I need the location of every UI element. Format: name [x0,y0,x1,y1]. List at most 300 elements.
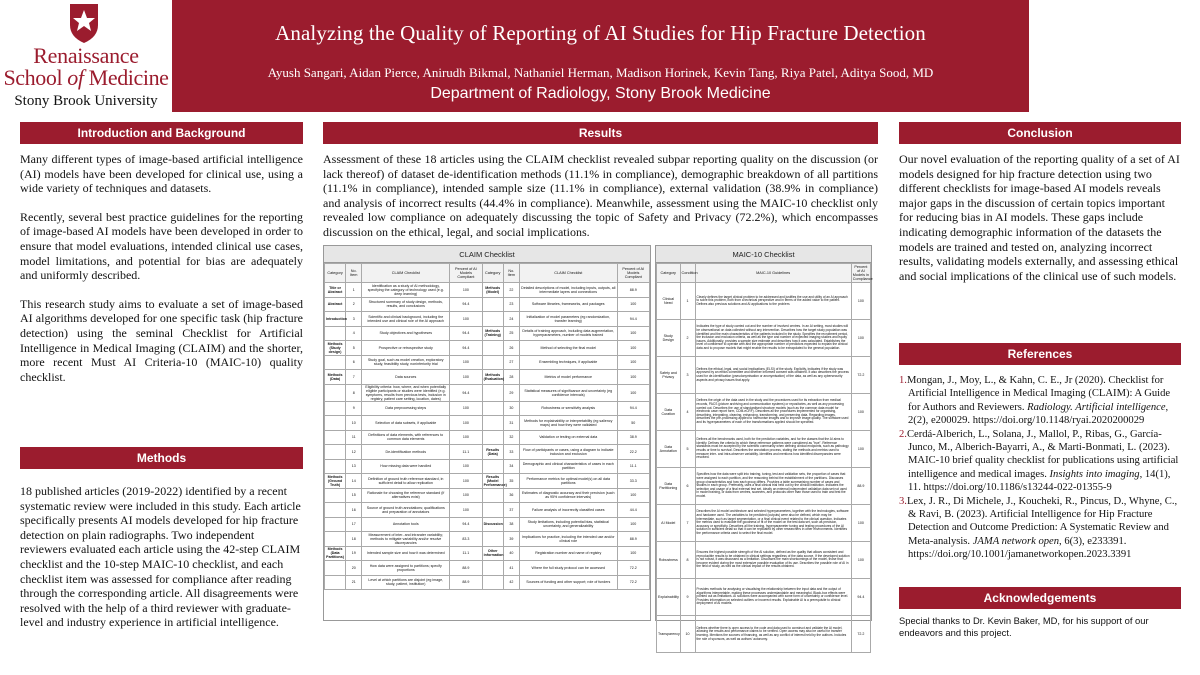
table-cell: 100 [851,283,870,320]
table-cell: 94.4 [450,517,483,532]
table-cell [482,384,503,401]
table-cell: 94.4 [617,401,650,416]
maic-header-cell: MAIC-10 Guidelines [695,264,851,283]
table-cell: 100 [617,326,650,341]
table-cell: Software libraries, frameworks, and packages [520,297,618,312]
table-row [325,561,650,576]
table-cell: Ensembling techniques, if applicable [520,355,618,370]
table-cell: 100 [851,505,870,542]
table-cell: 13 [346,459,362,474]
table-cell: 24 [503,312,519,327]
table-row [325,326,650,341]
table-cell: 7 [346,370,362,385]
table-cell: 94.4 [450,297,483,312]
reference-item [899,374,1181,428]
table-cell: 15 [346,488,362,503]
table-cell: 94.4 [450,341,483,356]
table-cell: Study Design [657,320,681,357]
table-cell: Data sources [362,370,450,385]
table-cell: 22 [503,283,519,298]
conclusion-paragraph-1: Our novel evaluation of the reporting quality of a set of AI models designed for hip fracture detection using two different checklists for image-based AI models reveals major gaps in the discussion of certain topics important for reducing bias in AI models. These gaps include indicating demographic information of the datasets the models are trained and tested on, analyzing incorrect results, validating models externally, and assessing ethical and social implications of the clinical use of such models. [899,152,1180,283]
table-cell: Study goal, such as model creation, exploratory study, feasibility study, noninferiority trial [362,355,450,370]
poster-title: Analyzing the Quality of Reporting of AI Studies for Hip Fracture Detection [275,21,926,45]
table-cell: Results (Data) [482,445,503,460]
reference-doi-link[interactable]: https://doi.org/10.1186/s13244-022-01355-9 [923,482,1112,494]
table-cell: 50 [617,416,650,431]
table-cell: 83.3 [450,532,483,547]
table-cell: Detailed descriptions of model, including inputs, outputs, all intermediate layers and connections [520,283,618,298]
table-cell: Demographic and clinical characteristics of cases in each partition [520,459,618,474]
table-row [325,283,650,298]
table-cell: Robustness or sensitivity analysis [520,401,618,416]
table-cell: 10 [346,416,362,431]
table-cell: 5 [680,431,695,468]
table-cell [482,355,503,370]
table-cell: Definitions of data elements, with references to common data elements [362,430,450,445]
table-cell: Abstract [325,297,346,312]
table-cell: Source of ground truth annotations; qualifications and preparation of annotators [362,503,450,518]
table-cell: Structured summary of study design, methods, results, and conclusions [362,297,450,312]
table-cell: Selection of data subsets, if applicable [362,416,450,431]
author-list: Ayush Sangari, Aidan Pierce, Anirudh Bikmal, Nathaniel Herman, Madison Horinek, Kevin Tang, Riya Patel, Aditya Sood, MD [267,65,934,80]
table-cell: 100 [450,283,483,298]
table-row [325,532,650,547]
table-cell: 22.2 [617,445,650,460]
acknowledgements-heading: Acknowledgements [899,587,1181,609]
table-cell: Data preprocessing steps [362,401,450,416]
table-cell: Specifies how the data were split into training, tuning, test and validation sets, the proportion of cases that were assigned to each partition, and the reasoning behind the establishment of the partitions. Discusses group characteristics and how each group differs. Provides a table summarising number of cases and studies in each group. Preferably, uses a final clinical trial held out by the clinical institution. Indicates the selection and usage of a final external test set, ideally an external independent validation data set not used in model training, or data from centres, scanners, and protocols other than those used to train and test the model. [695,468,851,505]
maic-header-cell: Percent of AI Models in Compliance [852,265,873,281]
table-cell [482,503,503,518]
intro-paragraph-1: Many different types of image-based artificial intelligence (AI) models have been developed for clinical use, using a wide variety of techniques and datasets. [20,152,303,196]
table-cell [325,430,346,445]
table-cell [325,401,346,416]
table-cell: Performance metrics for optimal model(s) on all data partitions [520,474,618,489]
reference-text: Mongan, J., Moy, L., & Kahn, C. E., Jr (2020). Checklist for Artificial Intelligence in Medical Imaging (CLAIM): A Guide for Authors and Reviewers. [906,375,1171,413]
methods-paragraph-1: 18 published articles (2019-2022) identified by a recent systematic review were included in this study. Each article specifically presents AI models developed for hip fracture detection on plain radiographs. Two independent reviewers evaluated each article using the 42-step CLAIM checklist and the 10-step MAIC-10 checklist, and each checklist item was assessed for compliance after reading through the corresponding article. All disagreements were resolved with the help of a third reviewer with graduate-level and industry experience in artificial intelligence. [20,484,301,630]
reference-doi-link[interactable]: https://doi.org/10.1148/ryai.2020200029 [972,415,1145,427]
table-cell: Intended sample size and how it was determined [362,546,450,561]
table-cell: 88.9 [450,575,483,590]
reference-details: , 14(1), 11. [908,468,1171,494]
table-cell: 100 [851,394,870,431]
table-cell: 36 [503,488,519,503]
table-cell: 38 [503,517,519,532]
table-cell: Study limitations, including potential bias, statistical uncertainty, and generalizability [520,517,618,532]
table-row [325,575,650,590]
reference-doi-link[interactable]: https://doi.org/10.1001/jamanetworkopen.2023.3391 [908,549,1132,561]
reference-item [899,428,1181,495]
table-cell: Methods for explainability or interpretability (eg saliency maps) and how they were validated [520,416,618,431]
table-cell: Provides methods for analysing or visualising the relationship between the input data and the output of algorithms interpretable, making these processes understandable and meaningful. Black-box effects were pointed out as limitations. AI solutions were accompanied with some form of uncertainty or confidence level. Provides information on selected outliers or incorrect results. Explainable AI is a prerequisite to clinical deployment of AI models. [695,579,851,616]
claim-table-grid [324,263,650,590]
table-cell: Robustness [657,542,681,579]
table-cell: How data were assigned to partitions; specify proportions [362,561,450,576]
table-row [325,546,650,561]
table-cell: 100 [450,355,483,370]
intro-paragraph-3: This research study aims to evaluate a set of image-based AI algorithms developed for one specific task (hip fracture detection) using the seminal Checklist for Artificial Intelligence in Medical Imaging (CLAIM) and the shorter, more recent Must AI Criteria-10 (MAIC-10) quality checklist. [20,296,303,384]
results-body [323,152,878,254]
table-cell: 9 [346,401,362,416]
claim-header-cell: Percent of AI Models Compliant [450,264,483,283]
table-cell: 100 [851,431,870,468]
table-cell: Methods (Training) [482,326,503,341]
reference-item [899,495,1181,562]
table-cell: Title or Abstract [325,283,346,298]
table-row [657,394,871,431]
table-cell: 72.2 [851,357,870,394]
school-logo [0,0,172,112]
table-cell: Methods (Study design) [325,341,346,356]
table-cell: 35 [503,474,519,489]
table-cell [482,297,503,312]
table-row [325,384,650,401]
table-row [657,468,871,505]
table-cell [325,517,346,532]
table-cell: 34 [503,459,519,474]
table-cell: 3 [680,357,695,394]
methods-heading: Methods [20,447,303,469]
table-cell: 8 [346,384,362,401]
table-row [325,401,650,416]
table-cell [482,532,503,547]
table-cell [325,459,346,474]
reference-journal: Radiology. Artificial intelligence [1027,401,1166,413]
intro-paragraph-2: Recently, several best practice guidelines for the reporting of image-based AI models have been developed in order to ensure that model evaluations, intended clinical use cases, model limitations, and potential for bias are adequately and uniformly described. [20,209,303,283]
table-cell: 21 [346,575,362,590]
table-cell: 37 [503,503,519,518]
maic-table-grid [656,263,871,653]
table-cell: 38.9 [617,430,650,445]
table-cell: Methods (Data Partitions) [326,547,344,560]
maic-header-cell: Category [657,264,681,283]
table-row [325,370,650,385]
table-cell: 44.4 [617,503,650,518]
table-cell: 94.4 [450,384,483,401]
logo-text-line2: School of Medicine [3,65,169,90]
table-cell [325,488,346,503]
table-cell: 100 [617,488,650,503]
table-row [325,430,650,445]
table-cell: Clinical Need [657,283,681,320]
conclusion-heading: Conclusion [899,122,1181,144]
table-cell: Definition of ground truth reference standard, in sufficient detail to allow replication [362,474,450,489]
table-cell: Scientific and clinical background, including the intended use and clinical role of the AI approach [362,312,450,327]
table-row [657,542,871,579]
table-row [325,297,650,312]
table-cell: 100 [450,416,483,431]
table-cell [482,575,503,590]
table-row [325,503,650,518]
table-cell: 100 [617,517,650,532]
table-cell: Level at which partitions are disjoint (eg image, study, patient, institution) [362,575,450,590]
table-cell: Indicates the type of study carried out and the number of involved centres. In an AI setting, most studies will be observational on data collected without any intervention. Describes how the target study population was identified and the main characteristics of the patients included in the study. Specifies the recruitment period, the inclusion and exclusion criteria, as well as the type and number of expected imaging studies and equity issues. Additionally, provides a sample size estimate and describes how it was calculated. Establishes the level of confidence to operate with and the appropriate number of predictors expected to explain the clinical data and to propose models that might enable the results to be extrapolated to the general population. [695,320,851,357]
table-cell: 8 [680,542,695,579]
table-cell: Identification as a study of AI methodology, specifying the category of technology used (e.g. deep learning) [362,283,450,298]
table-cell: 17 [346,517,362,532]
reference-number: 3. [899,495,907,507]
methods-body [20,484,303,644]
results-heading: Results [323,122,878,144]
table-cell: Failure analysis of incorrectly classified cases [520,503,618,518]
table-cell: Methods (Data) [325,370,346,385]
table-cell: 26 [503,341,519,356]
table-cell: 6 [346,355,362,370]
table-row [325,416,650,431]
table-cell: Details of training approach, including data augmentation, hyperparameters, number of models trained [520,326,618,341]
table-cell: 100 [450,503,483,518]
table-cell: Methods (Model) [482,283,503,298]
table-cell: Discussion [482,517,503,532]
table-cell [482,430,503,445]
table-row [657,579,871,616]
table-cell: 100 [851,320,870,357]
table-cell: 100 [617,546,650,561]
table-cell: Rationale for choosing the reference standard (if alternatives exist) [362,488,450,503]
table-cell: 88.9 [617,532,650,547]
department-name: Department of Radiology, Stony Brook Medicine [430,85,771,102]
table-row [325,341,650,356]
table-cell: 11.1 [450,445,483,460]
table-cell [325,561,346,576]
table-cell: Defines all the benchmarks used, both for the prediction variables, and for the classes that the AI aims to identify. Defines the criteria by which these reference patterns were considered as "true". Reference standards must be accepted by the scientific community when defining clinical endpoints, such as pathology results or time to survival. Describes the annotation process, stating the methods and metrics used to measure inter- and intra-observer variability. Identifies and mentions how identified discrepancies were resolved. [695,431,851,468]
table-cell: 11 [346,430,362,445]
reference-text: Cerdá-Alberich, L., Solana, J., Mallol, P., Ribas, G., García-Junco, M., Alberich-Bayarri, A., & Marti-Bonmati, L. (2023). MAIC-10 brief quality checklist for publications using artificial intelligence and medical images. [906,428,1179,480]
table-cell: 94.4 [851,579,870,616]
table-cell: 72.2 [851,616,870,653]
intro-body [20,152,303,398]
table-cell [325,326,346,341]
table-cell: 31 [503,416,519,431]
table-cell: 72.2 [617,575,650,590]
reference-number: 2. [899,428,907,440]
intro-heading: Introduction and Background [20,122,303,144]
reference-journal: JAMA network open [972,535,1060,547]
table-cell: Methods (Evaluation) [482,370,503,385]
claim-header-cell: Category [325,264,346,283]
table-cell: 100 [450,370,483,385]
table-cell: Explainability [657,579,681,616]
reference-text: Lex, J. R., Di Michele, J., Koucheki, R., Pincus, D., Whyne, C., & Ravi, B. (2023). Artificial Intelligence for Hip Fracture Detection and Outcome Prediction: A Systematic Review and Meta-analysis. [906,495,1178,547]
table-cell: Ensures the highest possible strength of the AI solution, defined as the quality that allows consistent and reproducible results to be obtained in clinical settings regardless of the data source. If the developed solution is not robust, it was discussed as a limitation. Discusses the main shortcomings of the model, those that become evident during the most extensive possible evaluation of its use. Describes the possible role of AI in the field of study, as well as the clinical impact of the results obtained. [695,542,851,579]
table-cell: 100 [617,297,650,312]
claim-header-cell: No. Item [503,264,519,283]
table-cell: 39 [503,532,519,547]
table-cell: Registration number and name of registry [520,546,618,561]
table-cell: Safety and Privacy [657,357,681,394]
university-seal-icon [64,1,104,45]
table-cell: How missing data were handled [362,459,450,474]
reference-details: , 2(2), e200029. [908,401,1169,427]
table-row [325,459,650,474]
table-cell: 94.4 [617,312,650,327]
table-cell [325,445,346,460]
table-cell [325,532,346,547]
maic-table-title: MAIC-10 Checklist [656,246,871,263]
table-cell: 100 [617,355,650,370]
table-cell: Flow of participants or cases, using a diagram to indicate inclusion and exclusion [520,445,618,460]
results-paragraph-1: Assessment of these 18 articles using the CLAIM checklist revealed subpar reporting quality on the discussion (or lack thereof) of dataset de-identification methods (11.1% in compliance), demographic breakdown of all partitions (11.1% in compliance), intended sample size (11.1% in compliance), external validation (38.9% in compliance) and analysis of incorrect results (44.4% in compliance). Meanwhile, assessment using the MAIC-10 checklist only revealed low compliance on adequately discussing the topic of Safety and Privacy (72.2%), which encompasses discussion on the ethical, legal, and social implications. [323,152,878,239]
table-cell: Metrics of model performance [520,370,618,385]
table-cell [482,488,503,503]
table-cell: Data Curation [657,394,681,431]
table-cell: Measurement of inter- and intrarater variability; methods to mitigate variability and/or resolve discrepancies [362,532,450,547]
claim-header-cell: No. Item [346,264,362,283]
table-cell: Methods (Ground Truth) [325,474,346,489]
table-cell: Defines whether there is open access to the code and data used to construct and validate the AI model, allowing the results and performance claims to be verified. Open access may also be useful for transfer learning. Mentions the sources of financing, as well as any conflict of interest held by the authors. Includes the role of sponsors, as well as authors' autonomy. [695,616,851,653]
table-cell: 32 [503,430,519,445]
table-cell: 19 [346,546,362,561]
reference-details: , 6(3), e233391. [1059,535,1127,547]
table-row [657,357,871,394]
reference-number: 1. [899,375,907,386]
table-row [325,517,650,532]
table-cell: 40 [503,546,519,561]
table-cell: AI Model [657,505,681,542]
claim-table-title: CLAIM Checklist [324,246,650,263]
table-cell: 100 [617,341,650,356]
claim-header-cell: CLAIM Checklist [520,264,618,283]
table-cell: 100 [450,459,483,474]
table-cell: 4 [346,326,362,341]
table-row [325,355,650,370]
table-cell: 100 [450,430,483,445]
table-cell: 100 [450,401,483,416]
table-cell: 29 [503,384,519,401]
table-cell: 100 [617,370,650,385]
table-cell [482,459,503,474]
table-cell: 5 [346,341,362,356]
table-cell: 72.2 [617,561,650,576]
maic-header-cell: Condition [680,264,695,283]
table-cell: 7 [680,505,695,542]
table-cell: 1 [346,283,362,298]
conclusion-body [899,152,1181,297]
table-cell: Method of selecting the final model [520,341,618,356]
table-cell: Annotation tools [362,517,450,532]
table-row [657,616,871,653]
table-cell: 9 [680,579,695,616]
table-cell: 94.4 [450,326,483,341]
table-cell: Eligibility criteria: how, where, and when potentially eligible participants or studies were identified (e.g. symptoms, results from previous tests, inclusion in registry, patient care setting, location, dates) [362,384,450,401]
table-cell: Implications for practice, including the intended use and/or clinical role [520,532,618,547]
table-cell: 88.9 [617,283,650,298]
table-cell: 1 [680,283,695,320]
table-cell [325,416,346,431]
maic10-checklist-table [655,245,873,641]
claim-header-cell: CLAIM Checklist [362,264,450,283]
table-cell: 18 [346,532,362,547]
table-cell: 88.9 [851,468,870,505]
table-cell: 2 [346,297,362,312]
table-cell: 88.9 [450,561,483,576]
table-cell: 30 [503,401,519,416]
table-cell [482,561,503,576]
acknowledgements-text: Special thanks to Dr. Kevin Baker, MD, for his support of our endeavors and this project. [899,615,1149,638]
table-cell: 27 [503,355,519,370]
table-cell: 100 [450,312,483,327]
reference-list [899,374,1181,562]
table-cell: 6 [680,468,695,505]
table-cell [482,401,503,416]
table-row [657,431,871,468]
table-cell: 100 [617,384,650,401]
table-row [657,320,871,357]
table-cell: Initialization of model parameters (eg randomization, transfer learning) [520,312,618,327]
table-cell: Transparency [657,616,681,653]
table-cell: 100 [851,542,870,579]
table-row [657,283,871,320]
table-cell: 42 [503,575,519,590]
table-cell: 33 [503,445,519,460]
table-cell: 12 [346,445,362,460]
table-cell: Estimates of diagnostic accuracy and their precision (such as 95% confidence intervals) [520,488,618,503]
header-banner [172,0,1029,112]
table-cell: 4 [680,394,695,431]
table-cell [482,312,503,327]
table-row [325,312,650,327]
table-cell: Data Annotation [657,431,681,468]
table-cell: Other information [482,546,503,561]
table-cell [482,341,503,356]
logo-text-line1: Renaissance [33,43,139,68]
table-cell: 10 [680,616,695,653]
table-cell: 100 [450,488,483,503]
table-cell [325,355,346,370]
table-cell: Defines the ethical, legal, and social implications (ELSI) of the study. Explicitly, indicates if the study was approved by an ethics committee and whether informed consent was obtained. It also describes the process used for de-identification (pseudonymisation or anonymisation) of the data, as well as any cybersecurity aspects and privacy issues that apply. [695,357,851,394]
table-row [325,488,650,503]
table-row [325,445,650,460]
references-heading: References [899,343,1181,365]
table-row [325,474,650,489]
table-cell: Sources of funding and other support; role of funders [520,575,618,590]
table-cell: 20 [346,561,362,576]
table-cell: 28 [503,370,519,385]
table-cell: Clearly defines the target clinical problem to be addressed and justifies the use and utility of an AI approach to solve this problem, both from a technical perspective and in terms of the added value to the patient. Defines also previous solutions and AI applications to the problem. [695,283,851,320]
claim-header-cell: Percent of AI Models Compliant [617,264,650,283]
table-cell: 25 [503,326,519,341]
table-cell: Prospective or retrospective study [362,341,450,356]
table-cell: 100 [450,474,483,489]
table-cell: Statistical measures of significance and uncertainty (eg confidence intervals) [520,384,618,401]
table-cell: 14 [346,474,362,489]
claim-header-cell: Category [482,264,503,283]
table-cell: Validation or testing on external data [520,430,618,445]
table-cell: De-identification methods [362,445,450,460]
table-cell [482,416,503,431]
table-cell: Introduction [325,312,346,327]
table-cell: Study objectives and hypotheses [362,326,450,341]
table-cell: 41 [503,561,519,576]
table-cell: 16 [346,503,362,518]
table-cell [325,575,346,590]
table-cell: Results (Model Performance) [483,474,507,487]
table-cell: 11.1 [450,546,483,561]
reference-journal: Insights into imaging [1049,468,1140,480]
table-cell [325,384,346,401]
logo-text-line3: Stony Brook University [14,93,158,109]
table-row [657,505,871,542]
table-cell [325,503,346,518]
table-cell: Defines the origin of the data used in the study and the procedures used for its extraction from medical records, PACS (picture archiving and communication systems) or repositories, as well as any processing carried out. Describes the use of standardised structure models (such as the common data model for electronic case report form, CDM-eCRF). Describes all the procedures implemented for organising, describing, integrating, cleaning, enhancing, transforming, and preserving data. Regarding images, describes the pre-processing applied to harmonise images and to improve image quality. The software used and its hyperparameters of each of the transformations applied should be specified. [695,394,851,431]
table-cell: 33.3 [617,474,650,489]
table-cell: Where the full study protocol can be accessed [520,561,618,576]
table-cell: 11.1 [617,459,650,474]
table-cell: Data Partitioning [657,468,681,505]
table-cell: 3 [346,312,362,327]
claim-checklist-table [323,245,651,621]
table-cell: 23 [503,297,519,312]
